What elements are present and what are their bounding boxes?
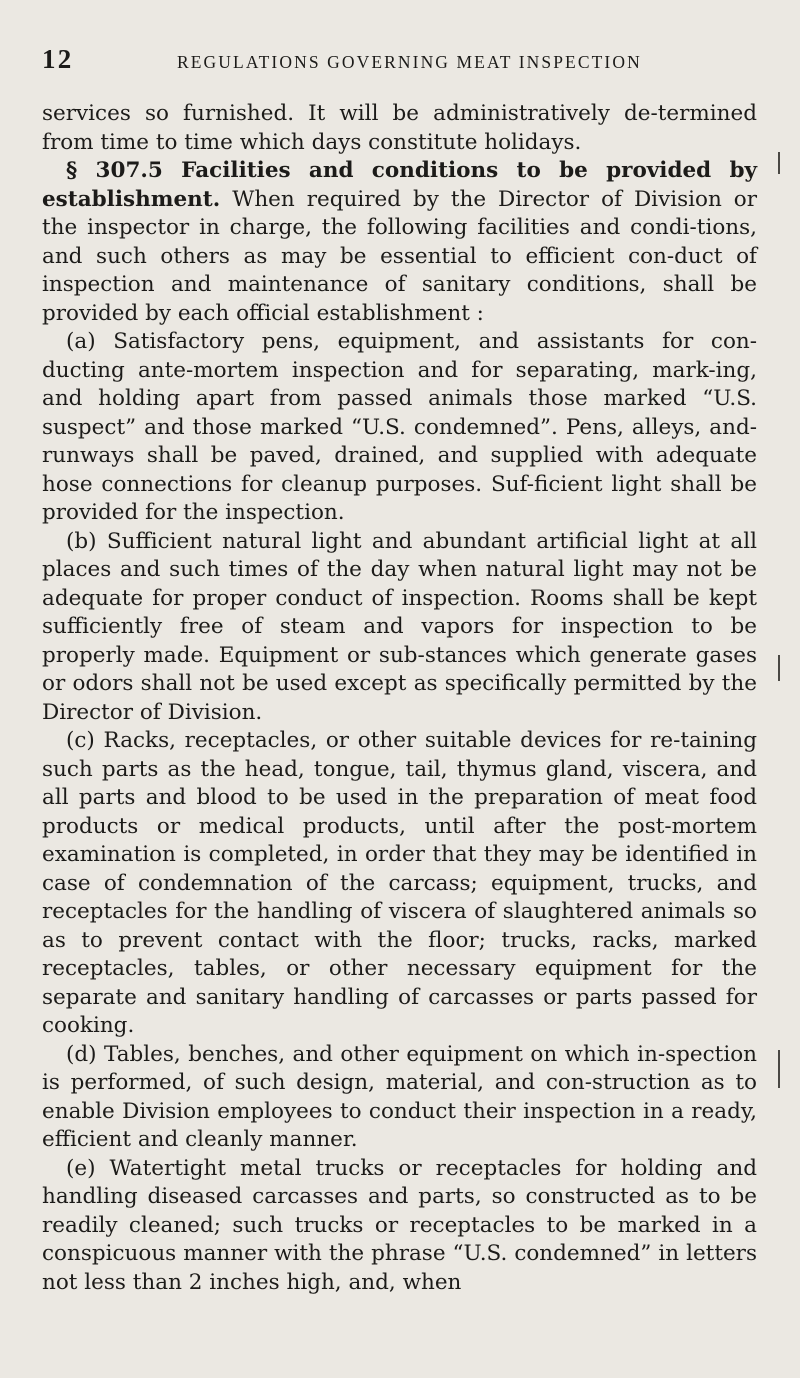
item-a-paragraph: (a) Satisfactory pens, equipment, and assistants for con-ducting ante-mortem inspection and for separating, mark-ing, and holding apart from passed animals those marked “U.S. suspect” and those marked “U.S. condemned”. Pens, alleys, and-runways shall be paved, drained, and supplied with adequate hose connections for cleanup purposes. Suf-ficient light shall be provided for the inspection. [42,329,757,525]
section-body: When required by the Director of Division or the inspector in charge, the following facilities and condi-tions, and such others as may be essential to efficient con-duct of inspection and maintenance of sanitary conditions, shall be provided by each official establishment : [42,186,757,326]
margin-mark [778,655,780,681]
intro-paragraph: services so furnished. It will be administratively de-termined from time to time which days constitute holidays. [42,101,757,155]
item-d-paragraph: (d) Tables, benches, and other equipment on which in-spection is performed, of such design, material, and con-struction as to enable Division employees to conduct their inspection in a ready, efficient and cleanly manner. [42,1041,757,1152]
page-number: 12 [42,44,74,74]
section-307-5-paragraph [42,157,757,328]
running-header [42,44,762,74]
margin-mark [778,152,780,174]
item-e-paragraph: (e) Watertight metal trucks or receptacles for holding and handling diseased carcasses and parts, so constructed as to be readily cleaned; such trucks or receptacles to be marked in a conspicuous manner with the phrase “U.S. condemned” in letters not less than 2 inches high, and, when [42,1155,757,1295]
item-b-paragraph: (b) Sufficient natural light and abundant artificial light at all places and such times of the day when natural light may not be adequate for proper conduct of inspection. Rooms shall be kept sufficiently free of steam and vapors for inspection to be properly made. Equipment or sub-stances which generate gases or odors shall not be used except as specifically permitted by the Director of Division. [42,528,757,725]
section-heading: § 307.5 Facilities and conditions to be provided by establishment. [42,158,757,212]
item-c-paragraph: (c) Racks, receptacles, or other suitable devices for re-taining such parts as the head, tongue, tail, thymus gland, viscera, and all parts and blood to be used in the preparation of meat food products or medical products, until after the post-mortem examination is completed, in order that they may be identified in case of condemnation of the carcass; equipment, trucks, and receptacles for the handling of viscera of slaughtered animals so as to prevent contact with the floor; trucks, racks, marked receptacles, tables, or other necessary equipment for the separate and sanitary handling of carcasses or parts passed for cooking. [42,728,757,1038]
body-text [42,100,757,1297]
header-title: REGULATIONS GOVERNING MEAT INSPECTION [177,52,642,72]
margin-mark [778,1050,780,1088]
